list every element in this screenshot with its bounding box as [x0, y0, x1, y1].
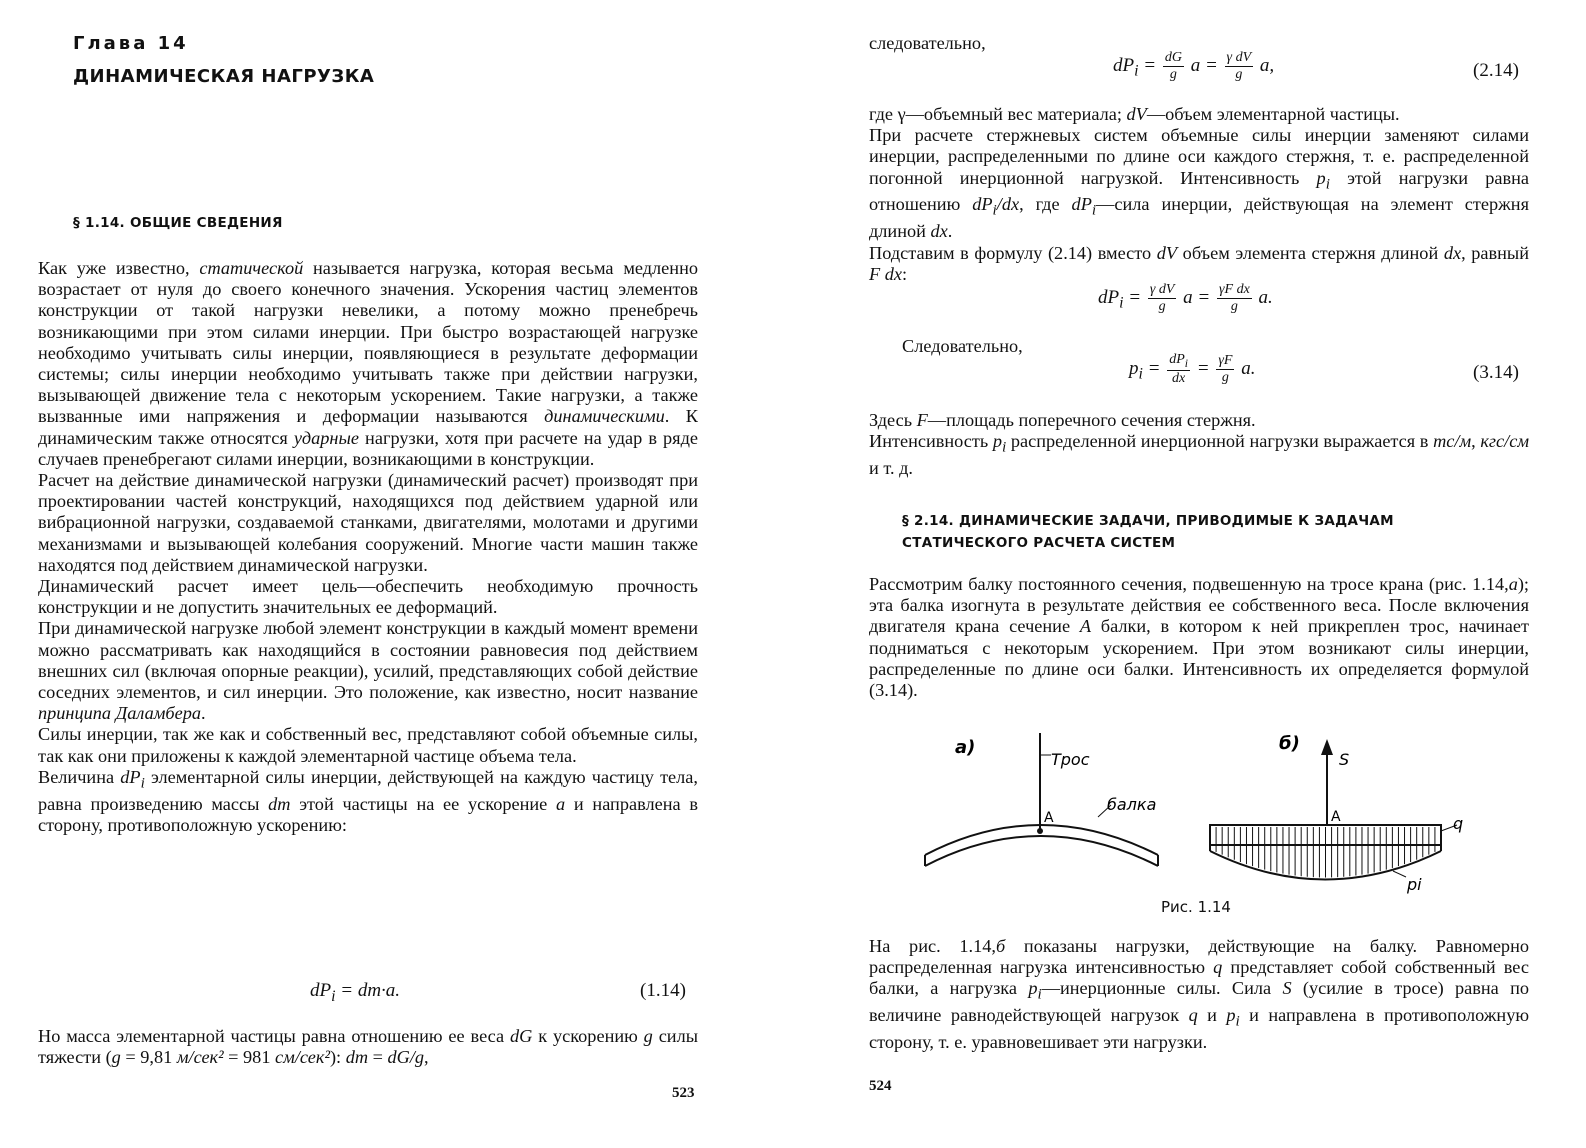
load-arrows [1216, 827, 1435, 878]
intro-text: следовательно, [869, 33, 986, 53]
figure-1-14 [913, 725, 1483, 900]
paragraph: Динамический расчет имеет цель—обеспечить необходимую прочность конструкции и не допустить значительных ее деформаций. [38, 576, 698, 618]
formula-substituted: $dP_i$ = $\frac{\text{γ dV}}{g}$ a = $\frac{\text{γF dx}}{g}$ a. [1098, 282, 1273, 314]
section-title-2: § 2.14. ДИНАМИЧЕСКИЕ ЗАДАЧИ, ПРИВОДИМЫЕ К ЗАДАЧАМ СТАТИЧЕСКОГО РАСЧЕТА СИСТЕМ [902, 513, 1394, 551]
body-text-last [38, 1026, 698, 1068]
formula-3-14: $p_i$ = $\frac{dP_i}{dx}$ = $\frac{\gamma F}{g}$ a. [1129, 352, 1256, 386]
paragraph: Расчет на действие динамической нагрузки (динамический расчет) производят при проектировании частей конструкций, находящихся под действием ударной или вибрационной нагрузки, создаваемой станками, двигателями, молотами и другими механизмами и вызывающей колебания сооружений. Многие части машин также находятся под действием динамической нагрузки. [38, 470, 698, 575]
formula-number: (3.14) [1473, 362, 1519, 383]
point-b-label: A [1331, 809, 1341, 825]
body-text-rod [869, 104, 1529, 285]
section-title: § 1.14. ОБЩИЕ СВЕДЕНИЯ [73, 215, 283, 231]
paragraph: На рис. 1.14,б показаны нагрузки, действующие на балку. Равномерно распределенная нагрузка интенсивностью q представляет собой собственный вес балки, а нагрузка $p_i—инерционные$ силы. Сила S (усилие в тросе) равна по величине равнодействующей нагрузок q и $p_i$ и направлена в противоположную сторону, т. е. уравновешивает эти нагрузки. [869, 936, 1530, 1053]
load-pi-label: pi [1407, 875, 1422, 894]
beam-label: балка [1107, 795, 1157, 814]
body-text-units [869, 410, 1529, 479]
formula-number: (2.14) [1473, 60, 1519, 81]
formula-1-14: $dP_i = dm\cdot a$. [310, 980, 401, 1005]
paragraph: При расчете стержневых систем объемные силы инерции заменяют силами инерции, распределенными по длине оси каждого стержня, т. е. распределенной погонной инерционной нагрузкой. Интенсивность $p_i$ этой нагрузки равна отношению $dP_i/dx$, где $dP_i—сила$ инерции, действующая на элемент стержня длиной dx. [869, 125, 1529, 242]
chapter-title: ДИНАМИЧЕСКАЯ НАГРУЗКА [73, 66, 375, 87]
chapter-label: Глава 14 [73, 33, 189, 54]
figure-caption: Рис. 1.14 [1161, 898, 1231, 916]
paragraph: При динамической нагрузке любой элемент конструкции в каждый момент времени можно рассматривать как находящийся в состоянии равновесия под действием внешних сил (включая опорные реакции), усилий, представляющих собой действие соседних элементов, и сил инерции. Это положение, как известно, носит название принципа Даламбера. [38, 618, 698, 724]
page-524 [793, 0, 1586, 1148]
load-q-label: q [1453, 814, 1464, 833]
page-number: 524 [869, 1078, 892, 1094]
paragraph: Но масса элементарной частицы равна отношению ее веса dG к ускорению g силы тяжести (g = 9,81 м/сек² = 981 см/сек²): dm = dG/g, [38, 1026, 698, 1068]
formula-number: (1.14) [640, 980, 686, 1001]
figure-label-b: б) [1279, 733, 1300, 754]
body-text [38, 258, 698, 836]
paragraph: Интенсивность $p_i$ распределенной инерционной нагрузки выражается в тс/м, кгс/см и т. д. [869, 431, 1530, 479]
paragraph: Рассмотрим балку постоянного сечения, подвешенную на тросе крана (рис. 1.14,а); эта балка изогнута в результате действия ее собственного веса. После включения двигателя крана сечение A балки, в котором к ней прикреплен трос, начинает подниматься с некоторым ускорением. При этом возникают силы инерции, распределенные по длине оси балки. Интенсивность их определяется формулой (3.14). [869, 574, 1529, 701]
paragraph: Подставим в формулу (2.14) вместо dV объем элемента стержня длиной dx, равный F dx: [869, 242, 1529, 284]
rope-label: Трос [1051, 750, 1090, 769]
therefore-text: Следовательно, [902, 336, 1023, 356]
page-number: 523 [672, 1085, 695, 1101]
paragraph: Величина $dP_i$ элементарной силы инерции, действующей на каждую частицу тела, равна произведению массы dm этой частицы на ее ускорение a и направлена в сторону, противоположную ускорению: [38, 766, 698, 835]
body-text-final [869, 936, 1529, 1053]
paragraph: Здесь F—площадь поперечного сечения стержня. [869, 410, 1256, 430]
body-text-beam [869, 574, 1529, 701]
figure-label-a: а) [955, 737, 976, 758]
paragraph: где γ—объемный вес материала; dV—объем элементарной частицы. [869, 104, 1400, 124]
point-a-label: A [1044, 810, 1054, 826]
formula-2-14: $dP_i$ = $\frac{dG}{g}$ a = $\frac{\text{γ dV}}{g}$ a, [1113, 50, 1275, 82]
paragraph: Силы инерции, так же как и собственный вес, представляют собой объемные силы, так как они приложены к каждой элементарной частице объема тела. [38, 724, 698, 766]
force-s-label: S [1339, 750, 1350, 769]
paragraph: Как уже известно, статической называется нагрузка, которая весьма медленно возрастает от нуля до своего конечного значения. Ускорения частиц элементов конструкции от такой нагрузки невелики, а потому можно пренебречь возникающими при этом силами инерции. При быстро возрастающей нагрузке необходимо учитывать силы инерции, появляющиеся в результате деформации системы; силы инерции необходимо учитывать также при действии нагрузки, вызывающей движение тела с некоторым ускорением. Такие нагрузки, а также вызванные ими напряжения и деформации называются динамическими. К динамическим также относятся ударные нагрузки, хотя при расчете на удар в ряде случаев пренебрегают силами инерции, возникающими в конструкции. [38, 258, 699, 469]
